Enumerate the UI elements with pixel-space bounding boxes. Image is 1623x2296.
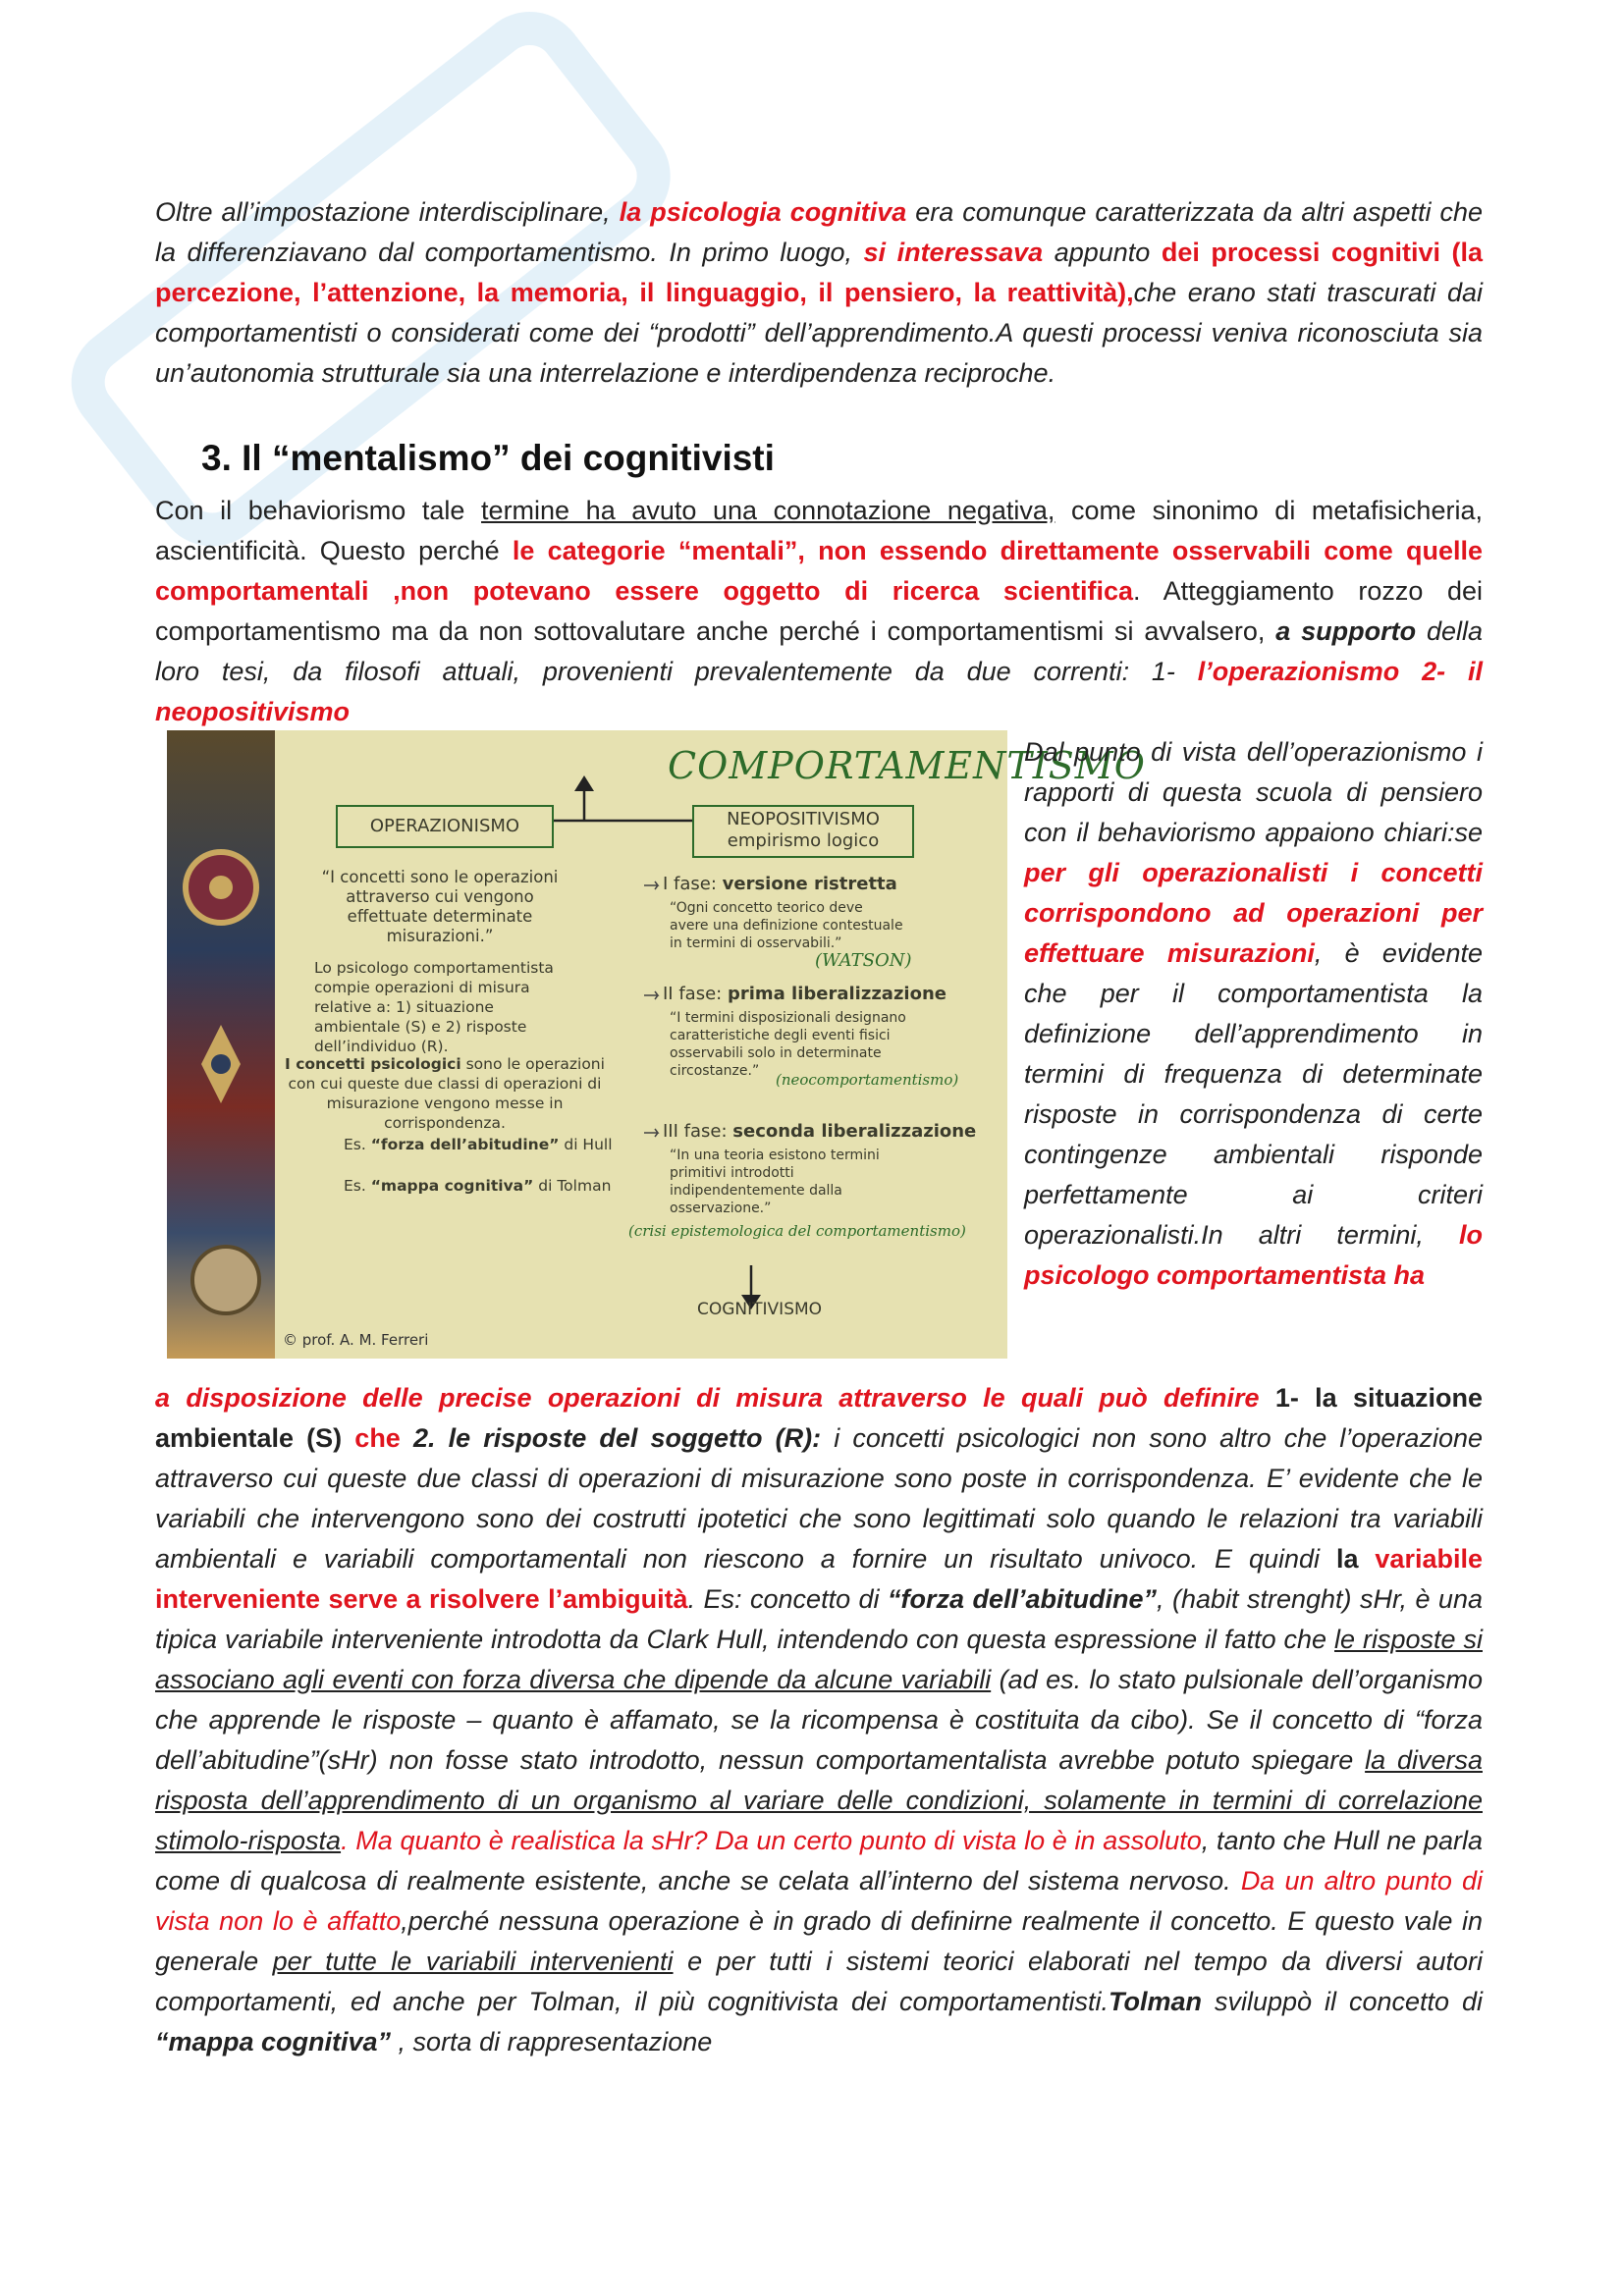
text-run: e per tutti i sistemi teorici elaborati nel tempo da diversi autori comportamenti, ed anche per Tolman, il più cognitivista dei comportamentisti. (155, 1947, 1483, 2016)
text-run: (ad es. lo stato pulsionale dell’organismo che apprende le risposte – quanto è affamato, se la ricompensa è costituita da cibo). Se il concetto di “forza dell’abitudine”(sHr) non fosse stato introdotto, nessun comportamentalista avrebbe potuto spiegare (155, 1665, 1483, 1775)
example-hull (344, 1135, 613, 1154)
phase1-author: (WATSON) (815, 950, 912, 971)
highlight-operationalists: per gli operazionalisti i concetti corrispondono ad operazioni per effettuare misurazioni (1024, 858, 1483, 968)
text-run: , è evidente che per il comportamentista la definizione dell’apprendimento in termini di frequenza di determinate risposte in corrispondenza di certe contingenze ambientali risponde perfettamente ai criteri operazionalisti.In altri termini, (1024, 938, 1483, 1250)
highlight-other-view: Da un altro punto di vista non lo è affatto (155, 1866, 1483, 1936)
highlight-behaviorist-psychologist: lo psicologo comportamentista ha (1024, 1220, 1483, 1290)
box-neopositivismo (692, 805, 914, 858)
text-run: sviluppò il concetto di (1202, 1987, 1483, 2016)
phase2-title (663, 985, 947, 1004)
phase1-label: I fase: (663, 874, 723, 894)
text-run: che erano stati trascurati dai comportamentisti o considerati come dei “prodotti” dell’apprendimento.A questi processi veniva riconosciuta sia un’autonomia strutturale sia una interrelazione e interdipendenza reciproche. (155, 278, 1483, 388)
phase2-name: prima liberalizzazione (727, 984, 947, 1004)
text-run: ,perché nessuna operazione è in grado di definirne realmente il concetto. E questo vale in generale (155, 1906, 1483, 1976)
paragraph-operationism (1024, 732, 1483, 1296)
phase3-quote: “In una teoria esistono termini primitivi introdotti indipendentemente dalla osservazione.” (670, 1148, 880, 1216)
cognitivismo-label: COGNITIVISMO (697, 1300, 823, 1319)
bold-cognitive-map: “mappa cognitiva” (155, 2027, 392, 2056)
highlight-currents: l’operazionismo 2- il neopositivismo (155, 657, 1483, 726)
text-run: Oltre all’impostazione interdisciplinare, (155, 197, 620, 227)
paragraph-mentalism (155, 491, 1483, 732)
box-operazionismo: OPERAZIONISMO (336, 805, 554, 848)
text-run: , (habit strenght) sHr, è una tipica variabile interveniente introdotta da Clark Hull, intendendo con questa espressione il fatto che (155, 1584, 1483, 1654)
box-neopositivismo-line2: empirismo logico (727, 830, 880, 851)
bold-responses: 2. le risposte del soggetto (R): (412, 1423, 822, 1453)
text-run: della loro tesi, da filosofi attuali, provenienti prevalentemente da due correnti: 1- (155, 616, 1483, 686)
highlight-mental-categories: le categorie “mentali”, non essendo direttamente osservabili come quelle comportamentali ,non potevano essere oggetto di ricerca scientifica (155, 536, 1483, 606)
example-prefix: Es. (344, 1136, 371, 1153)
example-author: di Tolman (533, 1177, 612, 1195)
text-run: . Atteggiamento rozzo dei comportamentismo ma da non sottovalutare anche perché i comportamentismi si avvalsero, (155, 576, 1484, 646)
phase3-title (663, 1122, 976, 1142)
highlight-interest: si interessava (863, 238, 1044, 267)
psychological-concepts-note (283, 1054, 607, 1133)
highlight-che: che (354, 1423, 413, 1453)
highlight-cognitive-psychology: la psicologia cognitiva (619, 197, 907, 227)
highlight-intervening-variable: variabile interveniente serve a risolvere l’ambiguità (155, 1544, 1483, 1614)
bold-situation: 1- la situazione ambientale (S) (155, 1383, 1483, 1453)
bold-tolman: Tolman (1109, 1987, 1203, 2016)
underlined-term: termine ha avuto una connotazione negativa, (481, 496, 1055, 525)
text-run: . Es: concetto di (687, 1584, 889, 1614)
text-run: come sinonimo di metafisicheria, ascientificità. Questo perché (155, 496, 1483, 565)
psychological-concepts-bold: I concetti psicologici (285, 1055, 461, 1073)
phase1-name: versione ristretta (722, 874, 897, 894)
example-author: di Hull (559, 1136, 613, 1153)
phase1-quote: “Ogni concetto teorico deve avere una definizione contestuale in termini di osservabili.” (670, 900, 903, 951)
phase2-quote: “I termini disposizionali designano caratteristiche degli eventi fisici osservabili solo in determinate circostanze.” (670, 1010, 906, 1079)
phase3-label: III fase: (663, 1121, 733, 1142)
phase2-label: II fase: (663, 984, 728, 1004)
text-run: Dal punto di vista dell’operazionismo i rapporti di questa scuola di pensiero con il behaviorismo appaiono chiari:se (1024, 737, 1483, 847)
crisis-note: (crisi epistemologica del comportamentismo) (628, 1222, 966, 1240)
text-run: era comunque caratterizzata da altri aspetti che la differenziavano dal comportamentismo. In primo luogo, (155, 197, 1484, 267)
bold-habit-strength: “forza dell’abitudine” (888, 1584, 1158, 1614)
paragraph-intervening-variable (155, 1378, 1483, 2062)
bold-support: a supporto (1275, 616, 1417, 646)
text-run: appunto (1043, 238, 1162, 267)
operazionismo-quote: “I concetti sono le operazioni attraverso cui vengono effettuate determinate misurazioni.” (321, 868, 559, 945)
highlight-realism: . Ma quanto è realistica la sHr? Da un certo punto di vista lo è in assoluto (341, 1826, 1202, 1855)
highlight-measurements: a disposizione delle precise operazioni di misura attraverso le quali può definire (155, 1383, 1275, 1413)
example-term: “mappa cognitiva” (370, 1177, 534, 1195)
paragraph-intro (155, 192, 1483, 394)
phase2-note: (neocomportamentismo) (776, 1071, 959, 1089)
text-run: , tanto che Hull ne parla come di qualcosa di realmente esistente, anche se celata all’interno del sistema nervoso. (155, 1826, 1483, 1896)
text-run: Con il behaviorismo tale (155, 496, 482, 525)
behaviorism-diagram-image (167, 730, 1146, 1359)
psychological-concepts-text: sono le operazioni con cui queste due classi di operazioni di misurazione vengono messe in corrispondenza. (288, 1055, 605, 1132)
text-run: , sorta di rappresentazione (391, 2027, 713, 2056)
box-neopositivismo-line1: NEOPOSITIVISMO (727, 809, 880, 829)
operazionismo-measures: Lo psicologo comportamentista compie operazioni di misura relative a: 1) situazione ambientale (S) e 2) risposte dell’individuo (R). (314, 959, 554, 1055)
underlined-learning: la diversa risposta dell’apprendimento di un organismo al variare delle condizioni, solamente in termini di correlazione stimolo-risposta (155, 1745, 1483, 1855)
phase3-name: seconda liberalizzazione (732, 1121, 977, 1142)
bold-la: la (1335, 1544, 1359, 1574)
text-run: i concetti psicologici non sono altro che l’operazione attraverso cui queste due classi di operazioni di misurazione sono poste in corrispondenza. E’ evidente che le variabili che intervengono sono dei costrutti ipotetici che sono legittimati solo quando le relazioni tra variabili ambientali e variabili comportamentali non riescono a fornire un risultato univoco. E quindi (155, 1423, 1483, 1574)
underlined-responses: le risposte si associano agli eventi con forza diversa che dipende da alcune variabili (155, 1625, 1483, 1694)
example-prefix: Es. (344, 1177, 371, 1195)
figure-credit: © prof. A. M. Ferreri (283, 1331, 429, 1349)
phase1-title (663, 875, 897, 894)
highlight-cognitive-processes: dei processi cognitivi (la percezione, l’attenzione, la memoria, il linguaggio, il pensiero, la reattività), (155, 238, 1484, 307)
example-tolman (344, 1176, 611, 1196)
section-heading: 3. Il “mentalismo” dei cognitivisti (201, 438, 775, 478)
underlined-variables: per tutte le variabili intervenienti (272, 1947, 674, 1976)
example-term: “forza dell’abitudine” (370, 1136, 560, 1153)
diagram-title: COMPORTAMENTISMO (668, 744, 1146, 787)
